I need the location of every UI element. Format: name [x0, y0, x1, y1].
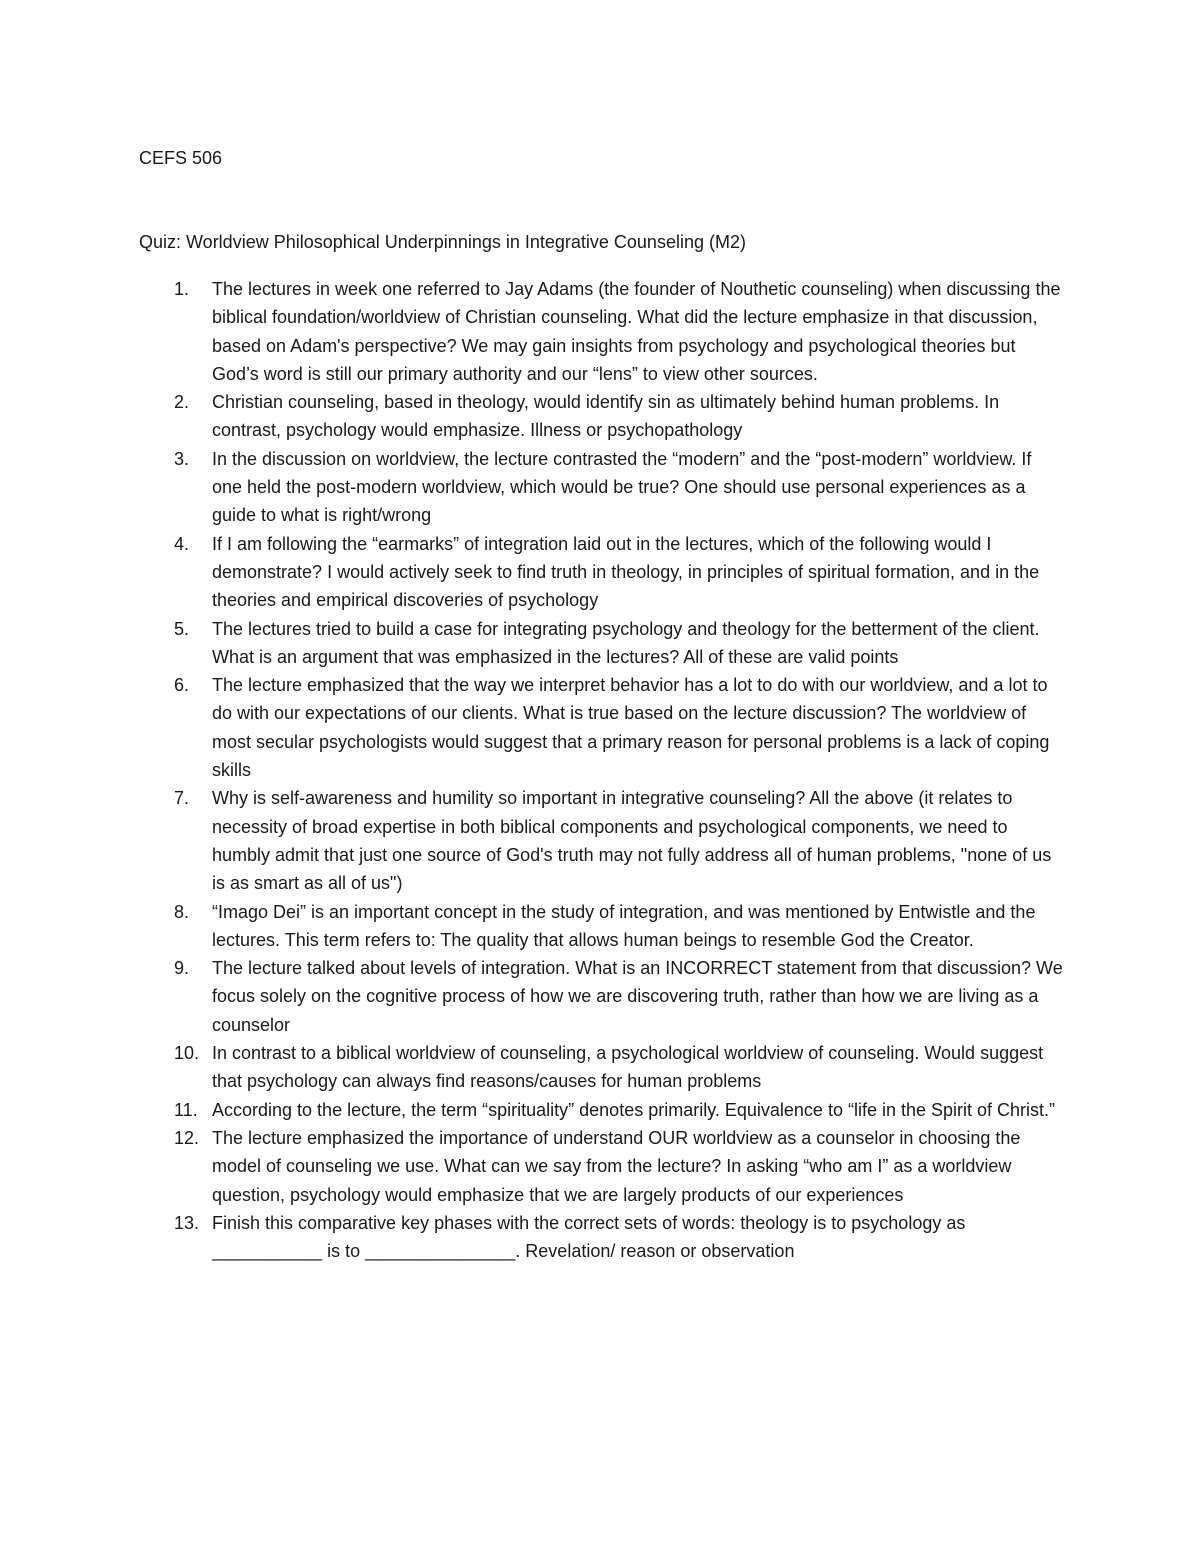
question-text: Finish this comparative key phases with the correct sets of words: theology is to psychology as ___________ is to _______________. Revelation/ reason or observation: [212, 1212, 966, 1262]
question-number: 11.: [174, 1099, 198, 1120]
question-item: [139, 671, 1064, 784]
question-number: 13.: [174, 1212, 200, 1233]
question-number: 4.: [174, 533, 190, 554]
question-number: 2.: [174, 392, 190, 413]
question-text: According to the lecture, the term “spirituality” denotes primarily. Equivalence to “life in the Spirit of Christ.”: [212, 1099, 1056, 1120]
course-code: CEFS 506: [139, 148, 223, 168]
question-item: [139, 898, 1064, 955]
question-item: [139, 275, 1064, 388]
question-number: 5.: [174, 618, 190, 639]
question-item: [139, 784, 1064, 897]
question-item: [139, 530, 1064, 615]
question-item: [139, 1039, 1064, 1096]
question-text: The lectures in week one referred to Jay Adams (the founder of Nouthetic counseling) when discussing the biblical foundation/worldview of Christian counseling. What did the lecture emphasize in that discussion, based on Adam's perspective? We may gain insights from psychology and psychological theories but God’s word is still our primary authority and our “lens” to view other sources.: [212, 279, 1061, 384]
question-text: In contrast to a biblical worldview of counseling, a psychological worldview of counseling. Would suggest that psychology can always find reasons/causes for human problems: [212, 1043, 1044, 1092]
question-item: [139, 615, 1064, 672]
question-text: “Imago Dei” is an important concept in the study of integration, and was mentioned by Entwistle and the lectures. This term refers to: The quality that allows human beings to resemble God the Creator.: [212, 901, 1036, 950]
question-number: 3.: [174, 448, 190, 469]
question-item: [139, 1124, 1064, 1209]
question-number: 6.: [174, 675, 190, 696]
question-item: [139, 954, 1064, 1039]
question-item: [139, 1096, 1064, 1124]
question-item: [139, 1209, 1064, 1266]
question-text: The lectures tried to build a case for integrating psychology and theology for the betterment of the client. What is an argument that was emphasized in the lectures? All of these are valid points: [212, 618, 1040, 667]
question-number: 7.: [174, 788, 190, 809]
question-text: Christian counseling, based in theology, would identify sin as ultimately behind human problems. In contrast, psychology would emphasize. Illness or psychopathology: [212, 392, 1000, 441]
question-number: 9.: [174, 958, 190, 979]
question-text: Why is self-awareness and humility so important in integrative counseling? All the above (it relates to necessity of broad expertise in both biblical components and psychological components, we need to humbly admit that just one source of God's truth may not fully address all of human problems, "none of us is as smart as all of us"): [212, 788, 1052, 894]
question-number: 12.: [174, 1127, 200, 1148]
question-list: [139, 275, 1064, 1265]
question-text: The lecture talked about levels of integration. What is an INCORRECT statement from that discussion? We focus solely on the cognitive process of how we are discovering truth, rather than how we are living as a counselor: [212, 958, 1063, 1035]
question-text: The lecture emphasized the importance of understand OUR worldview as a counselor in choosing the model of counseling we use. What can we say from the lecture? In asking “who am I” as a worldview question, psychology would emphasize that we are largely products of our experiences: [212, 1127, 1021, 1205]
quiz-title: Quiz: Worldview Philosophical Underpinnings in Integrative Counseling (M2): [139, 232, 746, 252]
question-text: If I am following the “earmarks” of integration laid out in the lectures, which of the following would I demonstrate? I would actively seek to find truth in theology, in principles of spiritual formation, and in the theories and empirical discoveries of psychology: [212, 533, 1040, 611]
question-item: [139, 445, 1064, 530]
question-number: 1.: [174, 279, 190, 299]
question-number: 10.: [174, 1043, 200, 1064]
question-number: 8.: [174, 901, 190, 922]
question-text: The lecture emphasized that the way we interpret behavior has a lot to do with our worldview, and a lot to do with our expectations of our clients. What is true based on the lecture discussion? The worldview of most secular psychologists would suggest that a primary reason for personal problems is a lack of coping skills: [212, 675, 1050, 781]
question-text: In the discussion on worldview, the lecture contrasted the “modern” and the “post-modern” worldview. If one held the post-modern worldview, which would be true? One should use personal experiences as a guide to what is right/wrong: [212, 448, 1032, 526]
question-item: [139, 388, 1064, 445]
